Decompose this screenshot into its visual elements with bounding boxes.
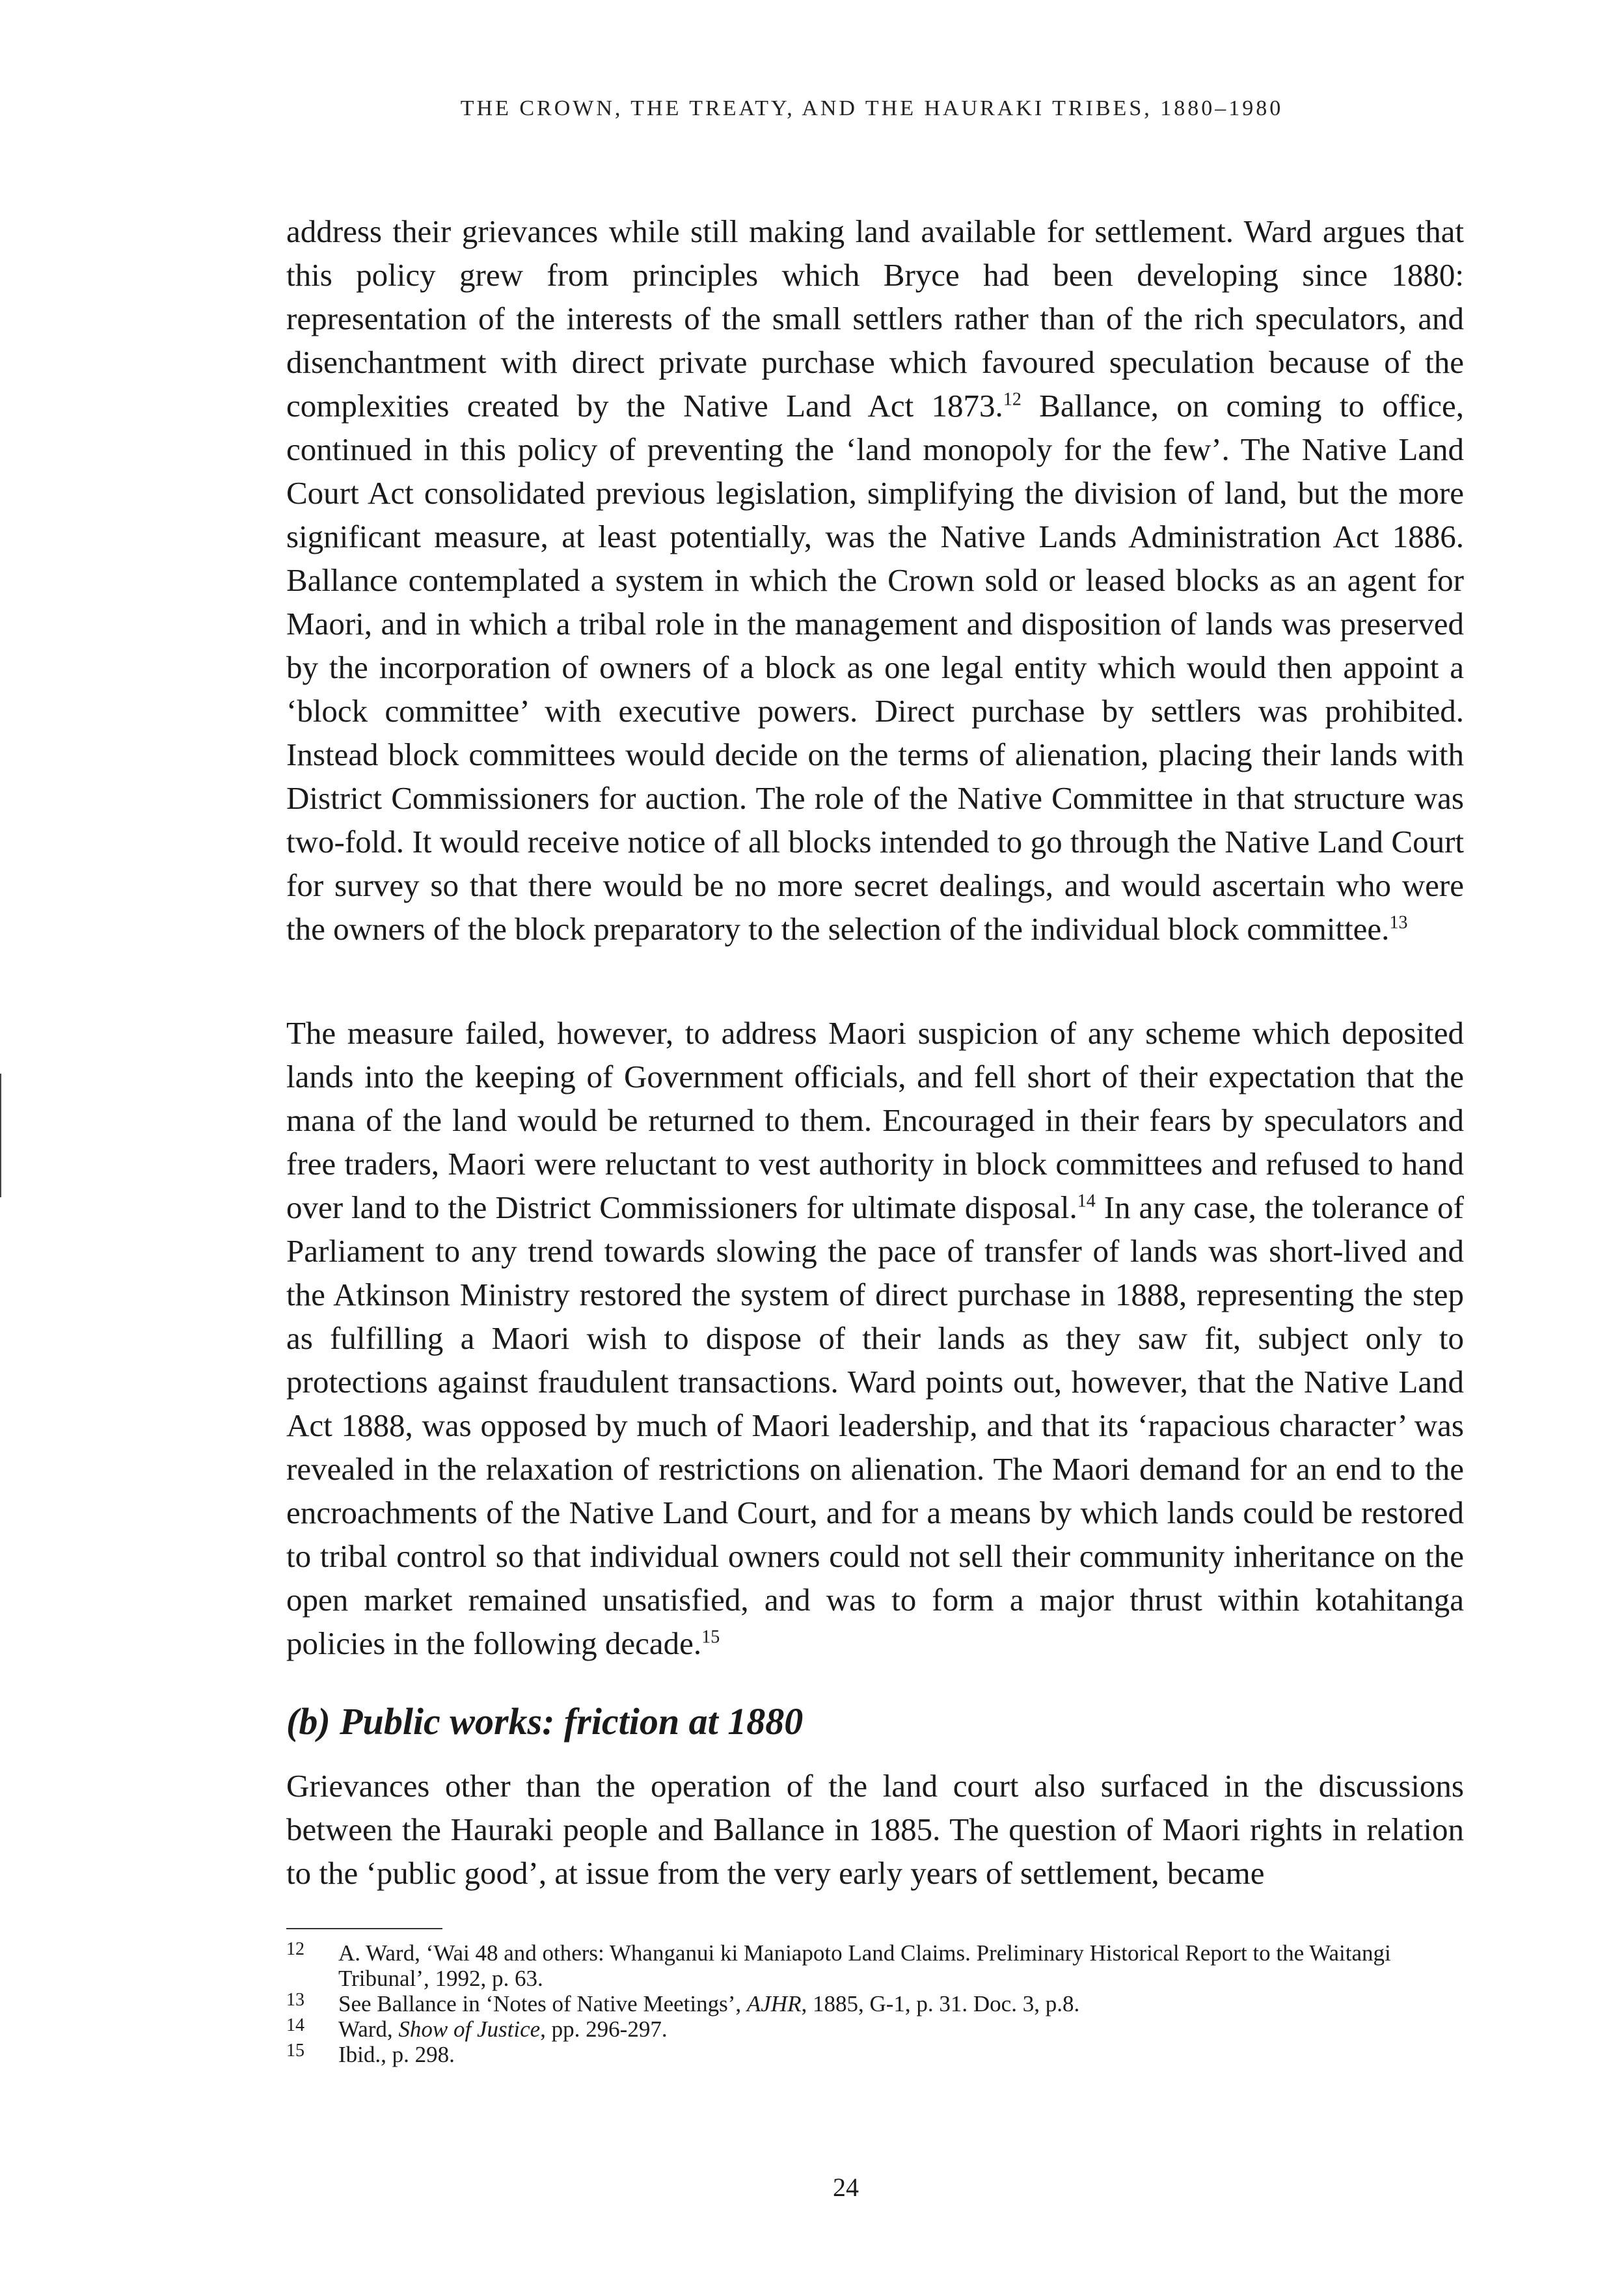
scan-edge-mark	[0, 1074, 1, 1197]
footnotes	[286, 1940, 1464, 2067]
footnote-number: 13	[286, 1990, 304, 2010]
footnote-text	[338, 2042, 1464, 2067]
footnote-number: 15	[286, 2041, 304, 2061]
footnote	[286, 2042, 1464, 2067]
footnote-ref: 13	[1389, 912, 1408, 933]
body-paragraph	[286, 210, 1464, 951]
text-run: Grievances other than the operation of the land court also surfaced in the discussions between the Hauraki people and Ballance in 1885. The question of Maori rights in relation to the ‘public good’, at issue from the very early years of settlement, became	[286, 1768, 1464, 1891]
text-run: Ward,	[338, 2016, 399, 2042]
italic-title: AJHR	[746, 1991, 802, 2016]
text-run: , pp. 296-297.	[540, 2016, 668, 2042]
footnote	[286, 1991, 1464, 2016]
footnote-text	[338, 1940, 1464, 1991]
footnote	[286, 1940, 1464, 1991]
running-head: THE CROWN, THE TREATY, AND THE HAURAKI TRIBES, 1880–1980	[460, 96, 1284, 120]
page-number: 24	[833, 2173, 859, 2202]
text-run: address their grievances while still making land available for settlement. Ward argues that this policy grew from principles which Bryce had been developing since 1880: representation of the interests of the small settlers rather than of the rich speculators, and disenchantment with direct private purchase which favoured speculation because of the complexities created by the Native Land Act 1873.	[286, 213, 1464, 424]
text-run: In any case, the tolerance of Parliament to any trend towards slowing the pace of transfer of lands was short-lived and the Atkinson Ministry restored the system of direct purchase in 1888, representing the step as fulfilling a Maori wish to dispose of their lands as they saw fit, subject only to protections against fraudulent transactions. Ward points out, however, that the Native Land Act 1888, was opposed by much of Maori leadership, and that its ‘rapacious character’ was revealed in the relaxation of restrictions on alienation. The Maori demand for an end to the encroachments of the Native Land Court, and for a means by which lands could be restored to tribal control so that individual owners could not sell their community inheritance on the open market remained unsatisfied, and was to form a major thrust within kotahitanga policies in the following decade.	[286, 1189, 1464, 1661]
footnote-number: 14	[286, 2015, 304, 2035]
section-heading: (b) Public works: friction at 1880	[286, 1700, 804, 1743]
footnote-ref: 15	[701, 1627, 720, 1648]
footnote-ref: 12	[1003, 389, 1022, 410]
footnote	[286, 2016, 1464, 2042]
text-run: Ibid., p. 298.	[338, 2042, 455, 2067]
footnote-number: 12	[286, 1939, 304, 1959]
body-paragraph	[286, 1764, 1464, 1895]
italic-title: Show of Justice	[398, 2016, 541, 2042]
footnote-ref: 14	[1077, 1191, 1096, 1212]
text-run: A. Ward, ‘Wai 48 and others: Whanganui ki Maniapoto Land Claims. Preliminary Historical Report to the Waitangi Tribunal’, 1992, p. 63.	[338, 1940, 1391, 1991]
text-run: The measure failed, however, to address Maori suspicion of any scheme which deposited lands into the keeping of Government officials, and fell short of their expectation that the mana of the land would be returned to them. Encouraged in their fears by speculators and free traders, Maori were reluctant to vest authority in block committees and refused to hand over land to the District Commissioners for ultimate disposal.	[286, 1015, 1464, 1225]
text-run: , 1885, G-1, p. 31. Doc. 3, p.8.	[801, 1991, 1080, 2016]
text-run: See Ballance in ‘Notes of Native Meetings’,	[338, 1991, 747, 2016]
body-paragraph	[286, 1011, 1464, 1665]
footnote-text	[338, 1991, 1464, 2016]
footnote-rule	[286, 1928, 442, 1929]
footnote-text	[338, 2016, 1464, 2042]
text-run: Ballance, on coming to office, continued in this policy of preventing the ‘land monopoly for the few’. The Native Land Court Act consolidated previous legislation, simplifying the division of land, but the more significant measure, at least potentially, was the Native Lands Administration Act 1886. Ballance contemplated a system in which the Crown sold or leased blocks as an agent for Maori, and in which a tribal role in the management and disposition of lands was preserved by the incorporation of owners of a block as one legal entity which would then appoint a ‘block committee’ with executive powers. Direct purchase by settlers was prohibited. Instead block committees would decide on the terms of alienation, placing their lands with District Commissioners for auction. The role of the Native Committee in that structure was two-fold. It would receive notice of all blocks intended to go through the Native Land Court for survey so that there would be no more secret dealings, and would ascertain who were the owners of the block preparatory to the selection of the individual block committee.	[286, 388, 1464, 947]
